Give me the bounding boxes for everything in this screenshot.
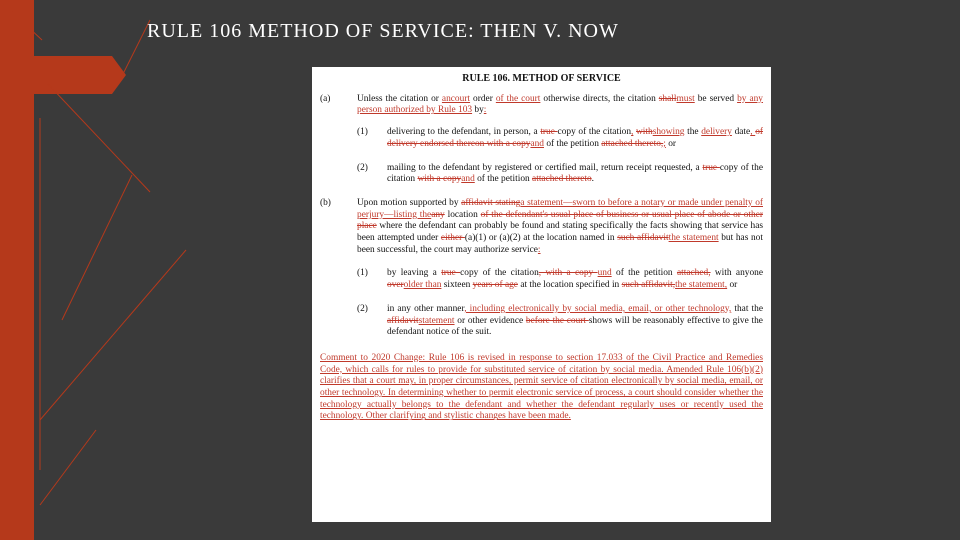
section-b bbox=[320, 198, 763, 257]
section-b1 bbox=[357, 268, 763, 291]
inserted-text: ; bbox=[663, 138, 666, 149]
slide-title: RULE 106 METHOD OF SERVICE: THEN V. NOW bbox=[147, 20, 619, 42]
text-segment: at the location specified in bbox=[517, 280, 622, 291]
text-segment: Upon motion supported by bbox=[357, 197, 462, 208]
section-b1-text bbox=[387, 268, 763, 291]
deleted-text: such affidavit bbox=[617, 233, 669, 244]
text-segment: mailing to the defendant by registered or certified mail, return receipt requested, a bbox=[387, 162, 703, 173]
deleted-text: of delivery endorsed thereon with a copy bbox=[387, 127, 763, 149]
inserted-text: older than bbox=[403, 280, 442, 291]
text-segment: date bbox=[731, 127, 751, 138]
text-segment: copy of the citation bbox=[460, 268, 539, 279]
accent-line-5 bbox=[120, 20, 150, 80]
text-segment: in any other manner bbox=[387, 303, 465, 314]
inserted-text: the statement, bbox=[675, 280, 728, 291]
deleted-text: affidavit bbox=[387, 315, 419, 326]
section-a1-label: (1) bbox=[357, 127, 368, 138]
inserted-text: and bbox=[530, 138, 544, 149]
rule-document bbox=[312, 67, 771, 522]
deleted-text: attached thereto, bbox=[601, 138, 664, 149]
deleted-text: any bbox=[431, 209, 445, 220]
section-a2 bbox=[357, 163, 763, 186]
section-a-label: (a) bbox=[320, 93, 331, 104]
text-segment: sixteen bbox=[441, 280, 473, 291]
inserted-text: of the court bbox=[495, 93, 541, 104]
inserted-text: ancourt bbox=[441, 93, 471, 104]
text-segment: copy of the citation bbox=[387, 162, 763, 185]
deleted-text: such affidavit, bbox=[621, 280, 676, 291]
deleted-text: with a copy bbox=[417, 174, 462, 185]
deleted-text: attached, bbox=[676, 268, 711, 279]
text-segment: or other evidence bbox=[454, 315, 526, 326]
section-a1 bbox=[357, 127, 763, 150]
deleted-text: either bbox=[440, 233, 465, 244]
accent-line-8 bbox=[40, 430, 96, 505]
inserted-text: by any person authorized by Rule 103 bbox=[357, 93, 763, 116]
deleted-text: over bbox=[387, 280, 404, 291]
text-segment: that the bbox=[731, 303, 763, 314]
document-title: RULE 106. METHOD OF SERVICE bbox=[462, 73, 621, 84]
section-b-text bbox=[357, 198, 763, 257]
text-segment: shows will be reasonably effective to give the defendant notice of the suit. bbox=[387, 315, 763, 338]
accent-arrow bbox=[34, 56, 126, 94]
text-segment: delivering to the defendant, in person, a bbox=[387, 127, 541, 138]
text-segment: the bbox=[684, 127, 702, 138]
accent-line-7 bbox=[40, 250, 186, 420]
text-segment: or bbox=[727, 280, 738, 291]
deleted-text: shall bbox=[658, 93, 677, 104]
deleted-text: years of age bbox=[472, 280, 518, 291]
inserted-text: and bbox=[461, 174, 475, 185]
inserted-text: the statement bbox=[668, 233, 719, 244]
text-segment: with anyone bbox=[710, 268, 763, 279]
section-b1-label: (1) bbox=[357, 268, 368, 279]
section-a-text bbox=[357, 94, 763, 117]
section-b-label: (b) bbox=[320, 197, 331, 208]
inserted-text: , bbox=[631, 127, 634, 138]
deleted-text: true bbox=[702, 162, 720, 173]
text-segment: order bbox=[470, 93, 496, 104]
inserted-text: a statement—sworn to before a notary or made under penalty of perjury—listing the bbox=[357, 197, 763, 220]
text-segment: of the petition bbox=[474, 174, 533, 185]
inserted-text: , bbox=[750, 127, 756, 138]
section-b2-text bbox=[387, 304, 763, 339]
inserted-text: , including electronically by social media, email, or other technology, bbox=[464, 303, 732, 314]
section-a2-label: (2) bbox=[357, 162, 368, 173]
comment-to-2020-change: Comment to 2020 Change: Rule 106 is revised in response to section 17.033 of the Civil Practice and Remedies Code, which calls for rules to provide for substituted service of citation by social media. Amended Rule 106(b)(2) clarifies that a court may, in proper circumstances, permit service of citation electronically by social media, email, or other technology. In determining whether to permit electronic service of process, a court should consider whether the technology actually belongs to the defendant and whether the defendant regularly uses or recently used the technology. Other clarifying and stylistic changes have been made. bbox=[320, 352, 763, 422]
deleted-text: affidavit stating bbox=[461, 197, 521, 208]
text-segment: (a)(1) or (a)(2) at the location named in bbox=[464, 233, 618, 244]
text-segment: be served bbox=[694, 93, 738, 104]
text-segment: of the petition bbox=[611, 268, 677, 279]
text-segment: where the defendant can probably be found and stating specifically the facts showing that service has been attempted under bbox=[357, 221, 763, 244]
inserted-text: : bbox=[483, 105, 487, 116]
text-segment: by leaving a bbox=[387, 268, 442, 279]
deleted-text: , with a copy bbox=[538, 268, 598, 279]
text-segment: copy of the citation bbox=[557, 127, 632, 138]
deleted-text: attached thereto bbox=[532, 174, 592, 185]
deleted-text: with bbox=[636, 127, 653, 138]
deleted-text: true bbox=[540, 127, 558, 138]
section-b2 bbox=[357, 304, 763, 339]
inserted-text: und bbox=[597, 268, 612, 279]
section-b2-label: (2) bbox=[357, 303, 368, 314]
section-a1-text bbox=[387, 127, 763, 150]
text-segment: or bbox=[665, 138, 676, 149]
inserted-text: : bbox=[537, 244, 541, 255]
text-segment: but has not been successful, the court may authorize service bbox=[357, 233, 763, 255]
inserted-text: statement bbox=[418, 315, 455, 326]
text-segment: otherwise directs, the citation bbox=[540, 93, 659, 104]
inserted-text: must bbox=[676, 93, 695, 104]
text-segment: of the petition bbox=[544, 138, 602, 149]
inserted-text: showing bbox=[652, 127, 685, 138]
accent-line-6 bbox=[62, 175, 132, 320]
deleted-text: true bbox=[441, 268, 461, 279]
deleted-text: of the defendant's usual place of business or usual place of abode or other place bbox=[357, 209, 764, 232]
section-a2-text bbox=[387, 163, 763, 186]
text-segment: Unless the citation or bbox=[357, 93, 442, 104]
accent-line-4 bbox=[48, 84, 150, 192]
text-segment: by bbox=[472, 105, 484, 116]
text-segment: . bbox=[591, 174, 594, 185]
deleted-text: before the court bbox=[525, 315, 589, 326]
accent-bar bbox=[0, 0, 34, 540]
text-segment: location bbox=[444, 209, 481, 220]
section-a bbox=[320, 94, 763, 117]
inserted-text: delivery bbox=[701, 127, 732, 138]
